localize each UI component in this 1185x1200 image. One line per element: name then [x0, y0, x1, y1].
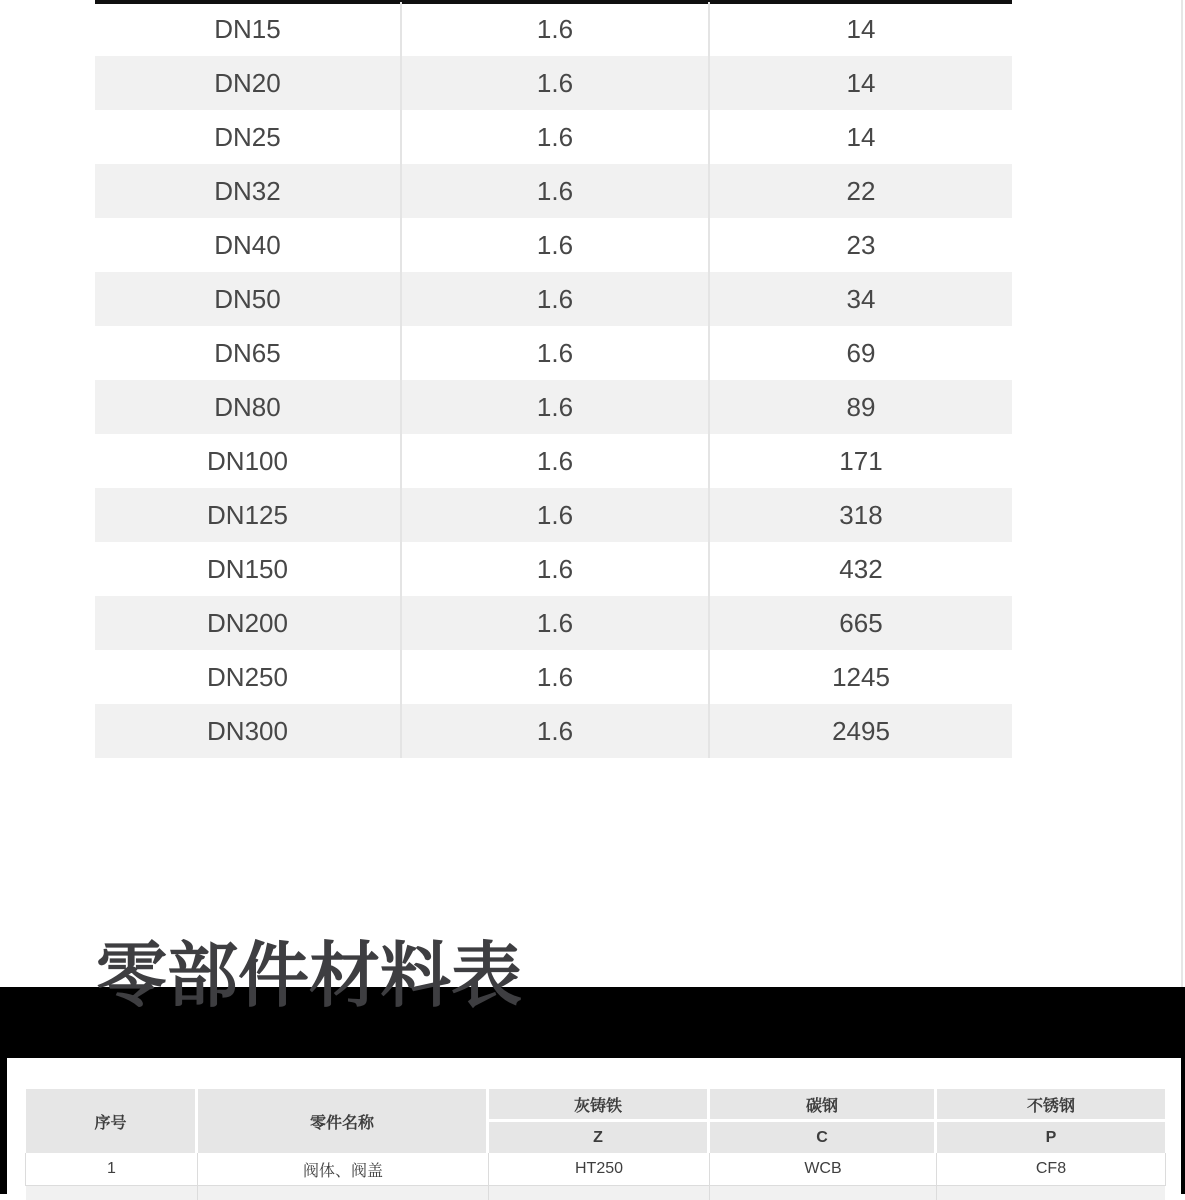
cell-dn-size: DN250 — [207, 661, 288, 692]
table-row — [26, 1153, 1165, 1186]
cell-no — [26, 1186, 198, 1200]
page-right-border — [1181, 0, 1183, 987]
cell-weight: 22 — [708, 164, 1012, 218]
cell-pressure-rating: 1.6 — [400, 272, 708, 326]
cell-pressure-rating: 1.6 — [400, 488, 708, 542]
cell-part-name — [198, 1186, 489, 1200]
cell-weight: 171 — [708, 434, 1012, 488]
cell-dn-size: DN80 — [214, 391, 281, 422]
table-row — [95, 218, 1012, 272]
cell-weight: 23 — [708, 218, 1012, 272]
cell-carbon-steel: WCB — [710, 1153, 937, 1185]
cell-dn-size: DN32 — [214, 175, 281, 206]
cell-weight: 14 — [708, 110, 1012, 164]
cell-weight: 1245 — [708, 650, 1012, 704]
table-row — [95, 164, 1012, 218]
table-row-clipped — [26, 1186, 1165, 1200]
cell-stainless-steel: CF8 — [1035, 1160, 1067, 1177]
cell-dn-size: DN300 — [207, 715, 288, 746]
table-row — [95, 650, 1012, 704]
cell-part-name: 阀体、阀盖 — [198, 1153, 489, 1185]
cell-dn-size: DN100 — [207, 445, 288, 476]
cell-pressure-rating: 1.6 — [400, 110, 708, 164]
cell-pressure-rating: 1.6 — [400, 218, 708, 272]
cell-weight: 14 — [708, 2, 1012, 56]
cell-weight: 69 — [708, 326, 1012, 380]
cell-dn-size: DN65 — [214, 337, 281, 368]
cell-dn-size: DN150 — [207, 553, 288, 584]
table-row — [95, 704, 1012, 758]
cell-pressure-rating: 1.6 — [400, 380, 708, 434]
header-code-p: P — [937, 1122, 1165, 1153]
cell-dn-size: DN40 — [214, 229, 281, 260]
cell-weight: 14 — [708, 56, 1012, 110]
table-row — [95, 326, 1012, 380]
table-row — [95, 110, 1012, 164]
pressure-weight-table — [95, 2, 1012, 758]
table-row — [95, 542, 1012, 596]
cell-dn-size: DN15 — [214, 13, 281, 44]
cell-weight: 34 — [708, 272, 1012, 326]
materials-table-body — [26, 1153, 1165, 1186]
cell-dn-size: DN125 — [207, 499, 288, 530]
page-left-edge-strip — [0, 1056, 7, 1194]
cell-weight: 89 — [708, 380, 1012, 434]
cell-pressure-rating: 1.6 — [400, 542, 708, 596]
table-row — [95, 380, 1012, 434]
cell-pressure-rating: 1.6 — [400, 596, 708, 650]
header-carbon-steel: 碳钢 — [710, 1089, 937, 1122]
table-row — [95, 596, 1012, 650]
cell-pressure-rating: 1.6 — [400, 56, 708, 110]
header-gray-cast-iron: 灰铸铁 — [489, 1089, 710, 1122]
header-code-c: C — [710, 1122, 937, 1153]
header-part-name: 零件名称 — [198, 1089, 489, 1153]
cell-weight: 665 — [708, 596, 1012, 650]
cell-carbon-steel — [710, 1186, 937, 1200]
table-row — [95, 56, 1012, 110]
cell-stainless-steel — [937, 1186, 1165, 1200]
cell-pressure-rating: 1.6 — [400, 434, 708, 488]
header-code-z: Z — [489, 1122, 710, 1153]
cell-pressure-rating: 1.6 — [400, 650, 708, 704]
cell-weight: 2495 — [708, 704, 1012, 758]
cell-pressure-rating: 1.6 — [400, 2, 708, 56]
cell-gray-cast-iron — [489, 1186, 710, 1200]
materials-table-header — [26, 1089, 1165, 1153]
section-heading: 零部件材料表 — [96, 937, 523, 1016]
cell-gray-cast-iron: HT250 — [489, 1153, 710, 1185]
table-row — [95, 272, 1012, 326]
header-stainless-steel: 不锈钢 — [937, 1089, 1165, 1122]
table-row — [95, 434, 1012, 488]
page-right-edge-strip — [1181, 1056, 1185, 1194]
cell-no: 1 — [26, 1153, 198, 1185]
cell-dn-size: DN20 — [214, 67, 281, 98]
cell-weight: 432 — [708, 542, 1012, 596]
cell-weight: 318 — [708, 488, 1012, 542]
cell-dn-size: DN200 — [207, 607, 288, 638]
table-row — [95, 2, 1012, 56]
cell-pressure-rating: 1.6 — [400, 704, 708, 758]
materials-table — [26, 1089, 1165, 1200]
cell-pressure-rating: 1.6 — [400, 326, 708, 380]
cell-dn-size: DN25 — [214, 121, 281, 152]
cell-pressure-rating: 1.6 — [400, 164, 708, 218]
cell-dn-size: DN50 — [214, 283, 281, 314]
table-row — [95, 488, 1012, 542]
header-no: 序号 — [26, 1089, 198, 1153]
